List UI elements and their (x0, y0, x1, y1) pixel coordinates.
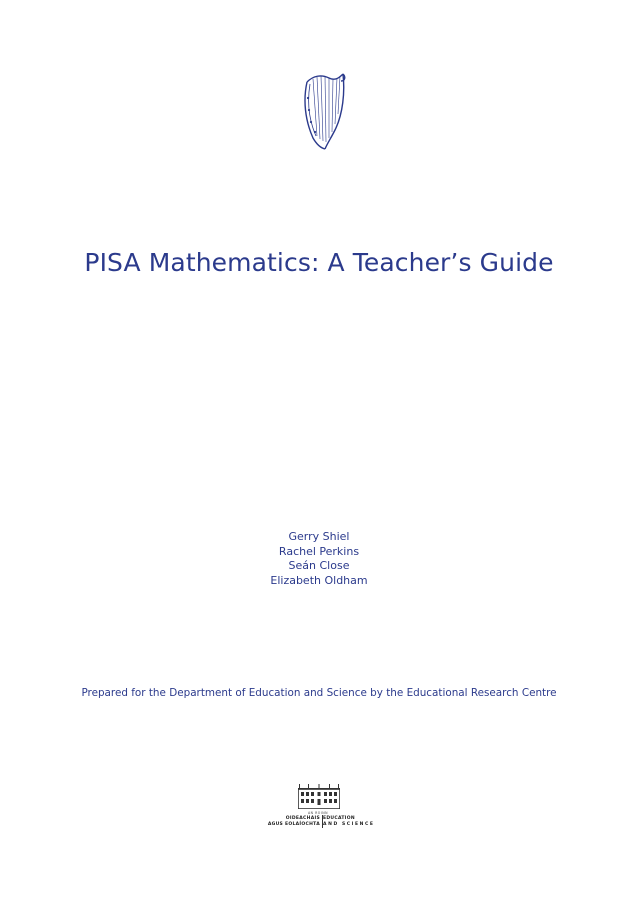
harp-emblem-icon (299, 72, 347, 150)
department-name-irish: OIDEACHAIS AGUS EOLAÍOCHTA (267, 816, 320, 827)
author-name: Rachel Perkins (278, 544, 360, 558)
author-name: Elizabeth Oldham (270, 573, 368, 587)
department-name-english: EDUCATION AND SCIENCE (323, 816, 375, 827)
author-name: Seán Close (288, 559, 350, 572)
document-title: PISA Mathematics: A Teacher’s Guide (84, 248, 554, 277)
building-logo-icon (262, 782, 376, 812)
author-list (0, 530, 638, 588)
department-small-caption: AN ROINN (307, 811, 328, 815)
department-logo (262, 782, 376, 828)
prepared-by-statement: Prepared for the Department of Education and Science by the Educational Research Centre (81, 687, 557, 699)
author-name: Gerry Shiel (288, 530, 350, 543)
